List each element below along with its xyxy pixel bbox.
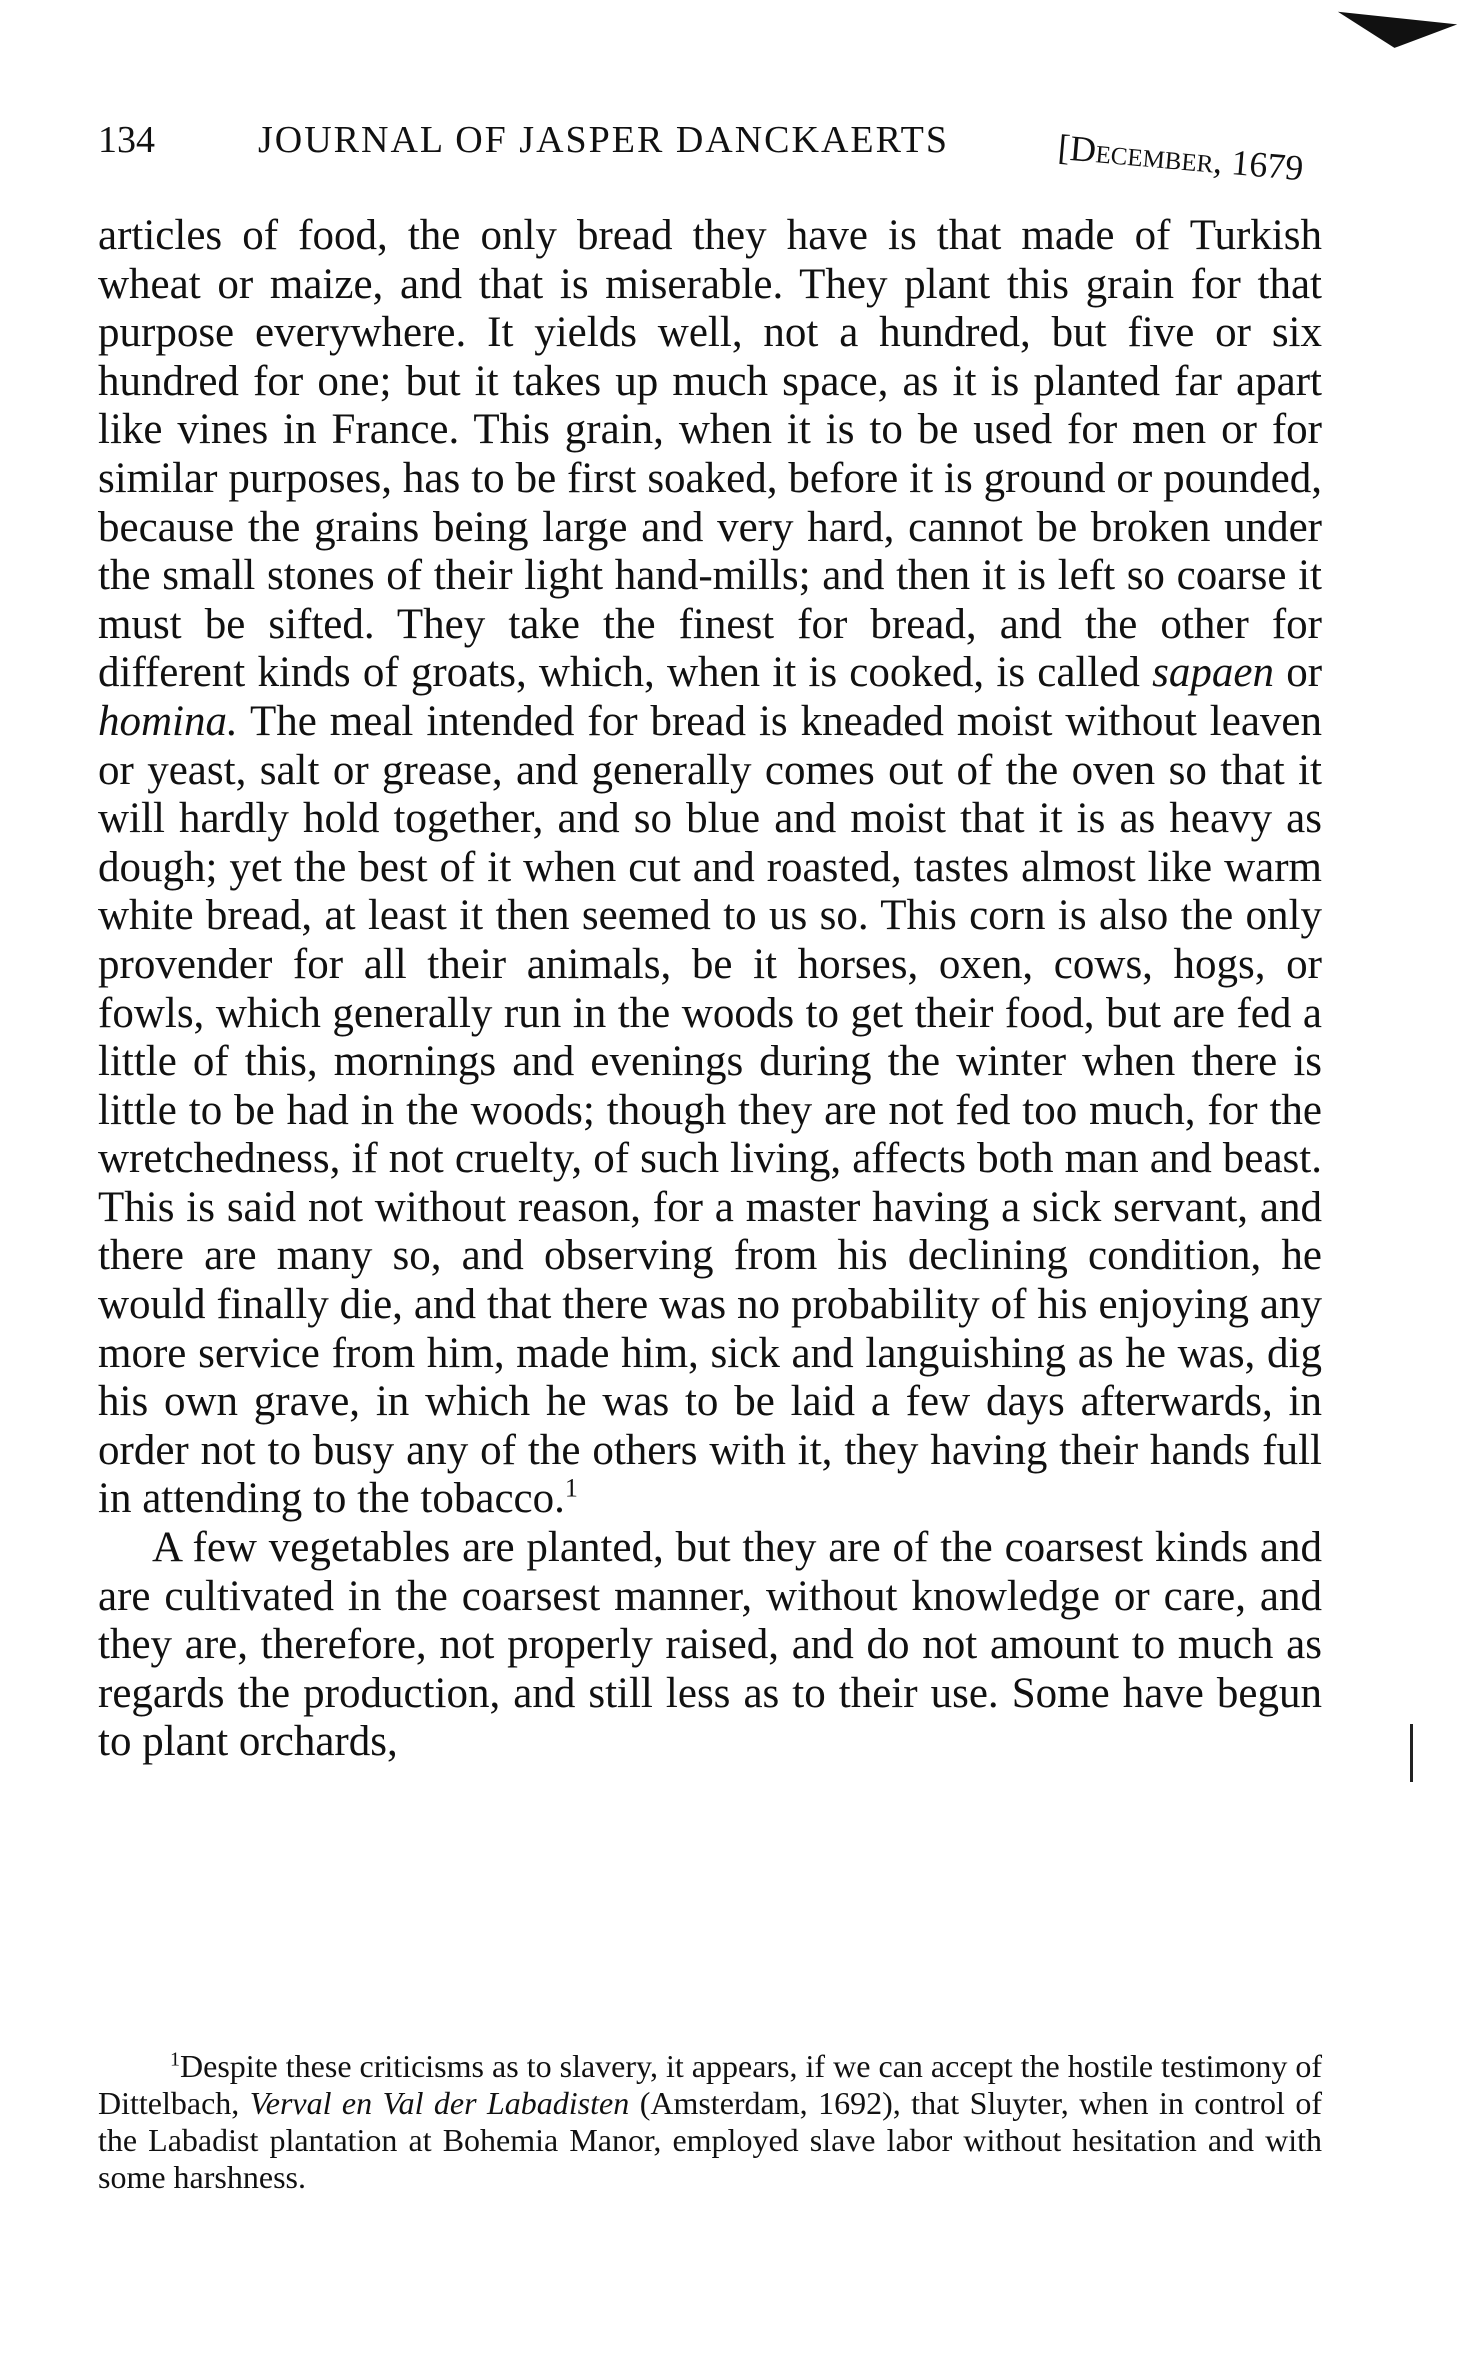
margin-mark bbox=[1410, 1724, 1413, 1782]
paragraph-1-continued: The meal intended for bread is kneaded moist without leaven or yeast, salt or grease, and generally comes out of the oven so that it will hardly hold together, and so blue and moist that it is as heavy as dough; yet the best of it when cut and roasted, tastes almost like warm white bread, at least it then seemed to us so. This corn is also the only provender for all their animals, be it horses, oxen, cows, hogs, or fowls, which generally run in the woods to get their food, but are fed a little of this, mornings and evenings during the winter when there is little to be had in the woods; though they are not fed too much, for the wretchedness, if not cruelty, of such living, affects both man and beast. This is said not without reason, for a master having a sick servant, and there are many so, and observing from his declining condition, he would finally die, and that there was no probability of his enjoying any more service from him, made him, sick and languishing as he was, dig his own grave, in which he was to be laid a few days afterwards, in order not to busy any of the others with it, they having their hands full in attending to the tobacco. bbox=[98, 697, 1322, 1523]
footnote-marker: 1 bbox=[170, 2048, 180, 2071]
term-sapaen: sapaen bbox=[1152, 649, 1274, 697]
page-corner-mark bbox=[1335, 12, 1457, 54]
paragraph-1 bbox=[98, 212, 1322, 1524]
paragraph-2: A few vegetables are planted, but they are of the coarsest kinds and are cultivated in the coarsest manner, without knowledge or care, and they are, therefore, not properly raised, and do not amount to much as regards the production, and still less as to their use. Some have begun to plant orchards, bbox=[98, 1524, 1322, 1766]
page-number: 134 bbox=[98, 119, 155, 161]
footnote-text-end: (Amsterdam, 1692), that Sluyter, when in control of the Labadist plantation at Bohemia Manor, employed slave labor without hesitation and with some harshness. bbox=[98, 2085, 1323, 2195]
page-header bbox=[98, 118, 1328, 189]
footnote-reference[interactable]: 1 bbox=[564, 1474, 578, 1504]
footnote-book-title: Verval en Val der Labadisten bbox=[249, 2085, 630, 2121]
body-text bbox=[98, 212, 1322, 1767]
conjunction-or: or bbox=[1286, 649, 1323, 697]
paragraph-1-text: articles of food, the only bread they have is that made of Turkish wheat or maize, and that is miserable. They plant this grain for that purpose everywhere. It yields well, not a hundred, but five or six hundred for one; but it takes up much space, as it is planted far apart like vines in France. This grain, when it is to be used for men or for similar purposes, has to be first soaked, before it is ground or pounded, because the grains being large and very hard, cannot be broken under the small stones of their light hand-mills; and then it is left so coarse it must be sifted. They take the finest for bread, and the other for different kinds of groats, which, when it is cooked, is called bbox=[98, 212, 1322, 697]
header-date: [December, 1679 bbox=[1056, 126, 1306, 189]
term-homina: homina. bbox=[98, 697, 238, 745]
footnote-text-start: Despite these criticisms as to slavery, it appears, if we can accept the hostile testimony of Dittelbach, bbox=[98, 2048, 1322, 2121]
running-head: JOURNAL OF JASPER DANCKAERTS bbox=[258, 119, 950, 161]
footnote bbox=[98, 2048, 1322, 2196]
